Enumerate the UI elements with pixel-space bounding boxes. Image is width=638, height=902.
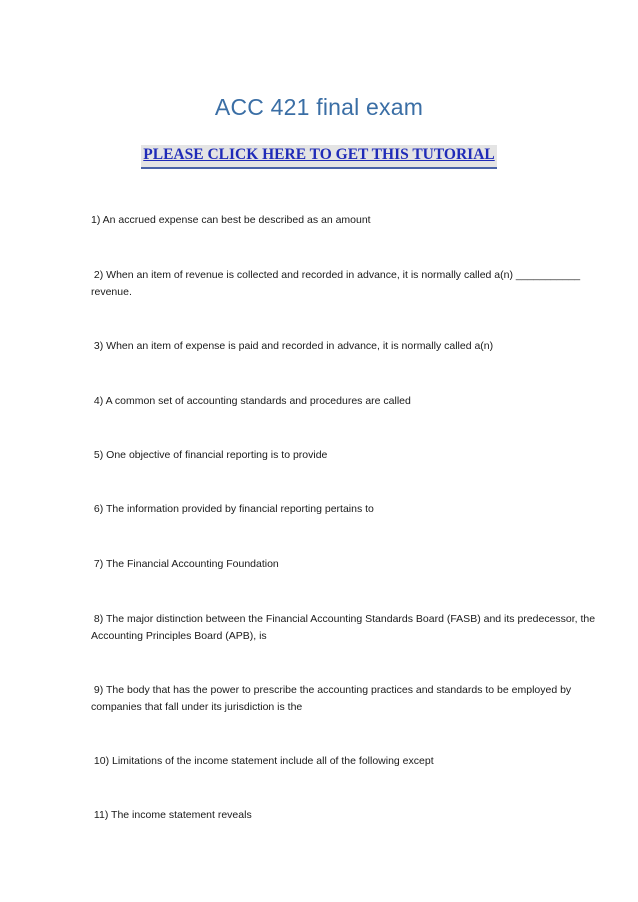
tutorial-link[interactable]: PLEASE CLICK HERE TO GET THIS TUTORIAL	[141, 145, 496, 169]
page-title: ACC 421 final exam	[214, 94, 424, 120]
question-4: 4) A common set of accounting standards and procedures are called	[91, 395, 411, 407]
question-6: 6) The information provided by financial reporting pertains to	[91, 503, 374, 515]
question-10: 10) Limitations of the income statement include all of the following except	[91, 755, 434, 767]
tutorial-link-container	[0, 145, 638, 169]
question-7: 7) The Financial Accounting Foundation	[91, 558, 279, 570]
question-3: 3) When an item of expense is paid and recorded in advance, it is normally called a(n)	[91, 340, 494, 352]
question-11: 11) The income statement reveals	[91, 809, 252, 821]
question-5: 5) One objective of financial reporting is to provide	[91, 449, 328, 461]
question-1: 1) An accrued expense can best be described as an amount	[91, 214, 371, 226]
question-2: 2) When an item of revenue is collected and recorded in advance, it is normally called a(n) ___________ revenue.	[91, 269, 584, 298]
question-8: 8) The major distinction between the Financial Accounting Standards Board (FASB) and its predecessor, the Accounting Principles Board (APB), is	[91, 613, 598, 642]
question-9: 9) The body that has the power to prescribe the accounting practices and standards to be employed by companies that fall under its jurisdiction is the	[91, 684, 575, 713]
